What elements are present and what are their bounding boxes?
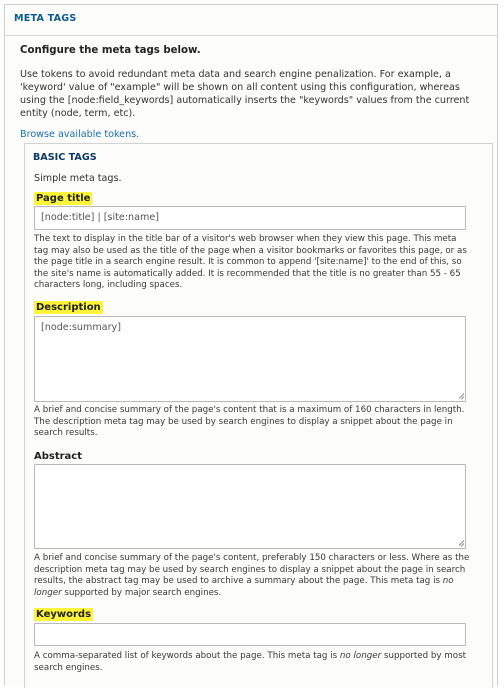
abstract-help — [34, 553, 470, 599]
section-title[interactable]: META TAGS — [14, 13, 77, 24]
page-title-label-text: Page title — [36, 193, 91, 204]
intro-text: Use tokens to avoid redundant meta data and search engine penalization. For example, a 'keyword' value of "example" will be shown on all content using this configuration, whereas using the [node:field_keywords] automatically inserts the "keywords" values from the current entity (node, term, etc). — [20, 69, 470, 119]
keywords-input[interactable] — [34, 623, 466, 646]
keywords-help-emphasis: no longer — [339, 651, 382, 661]
abstract-help-emphasis: no longer — [34, 576, 454, 598]
page-title-help: The text to display in the title bar of a visitor's web browser when they view this page. This meta tag may also be used as the title of the page when a visitor bookmarks or favorites this page, or as the page title in a search engine result. It is common to append '[site:name]' to the end of this, so the site's name is automatically added. It is recommended that the title is no greater than 55 - 65 characters long, including spaces. — [34, 234, 467, 290]
keywords-help-text-end: supported by most search engines. — [34, 651, 467, 673]
description-help: A brief and concise summary of the page's content that is a maximum of 160 characters in length. The description meta tag may be used by search engines to display a snippet about the page in search results. — [34, 405, 465, 438]
basic-tags-description: Simple meta tags. — [34, 173, 122, 184]
keywords-help-text: A comma-separated list of keywords about the page. This meta tag is — [34, 651, 340, 661]
description-textarea[interactable] — [34, 316, 466, 402]
keywords-help — [34, 651, 470, 674]
keywords-label-text: Keywords — [36, 609, 92, 620]
basic-tags-title[interactable]: BASIC TAGS — [33, 152, 97, 163]
intro-heading: Configure the meta tags below. — [20, 45, 201, 56]
browse-tokens-link[interactable]: Browse available tokens. — [20, 129, 140, 140]
description-value: [node:summary] — [41, 322, 121, 333]
page-title-input[interactable] — [34, 206, 466, 230]
abstract-label: Abstract — [34, 451, 83, 462]
page-title-value: [node:title] | [site:name] — [41, 212, 160, 223]
abstract-textarea[interactable] — [34, 464, 466, 549]
page-title-label — [34, 193, 92, 204]
description-label-text: Description — [36, 302, 101, 313]
description-label — [34, 302, 103, 313]
divider — [5, 35, 498, 36]
abstract-help-text-end: supported by major search engines. — [61, 587, 222, 598]
keywords-label — [34, 609, 93, 620]
resize-handle-icon[interactable] — [458, 394, 464, 400]
abstract-help-text: A brief and concise summary of the page's content, preferably 150 characters or less. Where as the description meta tag may be used by search engines to display a snippet about the page in search results, the abstract tag may be used to archive a summary about the page. This meta tag is — [34, 553, 470, 586]
resize-handle-icon[interactable] — [458, 541, 464, 547]
